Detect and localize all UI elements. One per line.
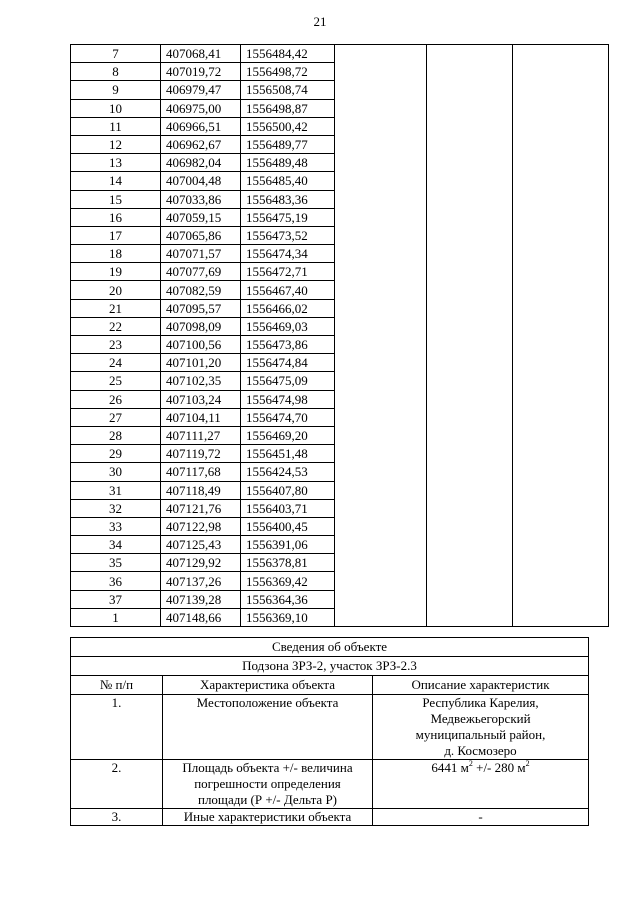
area-unit-exponent: 2	[468, 758, 473, 768]
point-number: 17	[71, 226, 161, 244]
x-coordinate: 407121,76	[161, 499, 241, 517]
y-coordinate: 1556474,34	[241, 245, 335, 263]
point-number: 10	[71, 99, 161, 117]
x-coordinate: 407033,86	[161, 190, 241, 208]
y-coordinate: 1556475,09	[241, 372, 335, 390]
y-coordinate: 1556466,02	[241, 299, 335, 317]
point-number: 29	[71, 445, 161, 463]
area-number: 6441 м	[431, 760, 469, 775]
header-characteristic: Характеристика объекта	[163, 676, 373, 695]
y-coordinate: 1556474,70	[241, 408, 335, 426]
y-coordinate: 1556508,74	[241, 81, 335, 99]
x-coordinate: 407068,41	[161, 45, 241, 63]
x-coordinate: 407148,66	[161, 608, 241, 626]
x-coordinate: 407125,43	[161, 536, 241, 554]
row-description	[373, 695, 589, 760]
point-number: 34	[71, 536, 161, 554]
x-coordinate: 407059,15	[161, 208, 241, 226]
point-number: 18	[71, 245, 161, 263]
x-coordinate: 407101,20	[161, 354, 241, 372]
object-info-table	[70, 637, 589, 826]
info-row	[71, 760, 589, 809]
x-coordinate: 407019,72	[161, 63, 241, 81]
point-number: 19	[71, 263, 161, 281]
y-coordinate: 1556473,86	[241, 336, 335, 354]
x-coordinate: 407122,98	[161, 517, 241, 535]
point-number: 8	[71, 63, 161, 81]
x-coordinate: 407004,48	[161, 172, 241, 190]
y-coordinate: 1556498,72	[241, 63, 335, 81]
x-coordinate: 407077,69	[161, 263, 241, 281]
point-number: 36	[71, 572, 161, 590]
point-number: 32	[71, 499, 161, 517]
characteristic-line: погрешности определения	[194, 776, 341, 791]
row-characteristic: Местоположение объекта	[163, 695, 373, 760]
y-coordinate: 1556400,45	[241, 517, 335, 535]
y-coordinate: 1556483,36	[241, 190, 335, 208]
page-number: 21	[313, 14, 327, 29]
y-coordinate: 1556472,71	[241, 263, 335, 281]
point-number: 7	[71, 45, 161, 63]
point-number: 1	[71, 608, 161, 626]
point-number: 25	[71, 372, 161, 390]
characteristic-line: Площадь объекта +/- величина	[182, 760, 353, 775]
point-number: 13	[71, 154, 161, 172]
point-number: 11	[71, 117, 161, 135]
description-line: муниципальный район,	[415, 727, 546, 742]
info-title: Сведения об объекте	[71, 638, 589, 657]
x-coordinate: 407137,26	[161, 572, 241, 590]
row-description: -	[373, 809, 589, 826]
x-coordinate: 407071,57	[161, 245, 241, 263]
description-line: Республика Карелия,	[422, 695, 539, 710]
row-number: 1.	[71, 695, 163, 760]
x-coordinate: 407139,28	[161, 590, 241, 608]
characteristic-line: площади (Р +/- Дельта Р)	[197, 792, 337, 807]
y-coordinate: 1556469,03	[241, 317, 335, 335]
y-coordinate: 1556474,84	[241, 354, 335, 372]
x-coordinate: 407104,11	[161, 408, 241, 426]
y-coordinate: 1556469,20	[241, 426, 335, 444]
x-coordinate: 407082,59	[161, 281, 241, 299]
y-coordinate: 1556500,42	[241, 117, 335, 135]
y-coordinate: 1556498,87	[241, 99, 335, 117]
description-line: д. Космозеро	[444, 743, 517, 758]
x-coordinate: 407111,27	[161, 426, 241, 444]
point-number: 24	[71, 354, 161, 372]
x-coordinate: 407118,49	[161, 481, 241, 499]
row-number: 3.	[71, 809, 163, 826]
point-number: 26	[71, 390, 161, 408]
x-coordinate: 406982,04	[161, 154, 241, 172]
point-number: 21	[71, 299, 161, 317]
y-coordinate: 1556474,98	[241, 390, 335, 408]
x-coordinate: 407098,09	[161, 317, 241, 335]
point-number: 35	[71, 554, 161, 572]
x-coordinate: 407065,86	[161, 226, 241, 244]
point-number: 22	[71, 317, 161, 335]
area-value	[373, 760, 589, 809]
x-coordinate: 407102,35	[161, 372, 241, 390]
info-row	[71, 809, 589, 826]
point-number: 33	[71, 517, 161, 535]
y-coordinate: 1556407,80	[241, 481, 335, 499]
x-coordinate: 407095,57	[161, 299, 241, 317]
area-tolerance-exponent: 2	[525, 758, 530, 768]
y-coordinate: 1556369,10	[241, 608, 335, 626]
info-row	[71, 695, 589, 760]
description-line: Медвежьегорский	[430, 711, 531, 726]
coordinate-row	[71, 45, 609, 63]
row-number: 2.	[71, 760, 163, 809]
y-coordinate: 1556403,71	[241, 499, 335, 517]
y-coordinate: 1556451,48	[241, 445, 335, 463]
y-coordinate: 1556391,06	[241, 536, 335, 554]
y-coordinate: 1556467,40	[241, 281, 335, 299]
y-coordinate: 1556378,81	[241, 554, 335, 572]
row-characteristic	[163, 760, 373, 809]
y-coordinate: 1556475,19	[241, 208, 335, 226]
point-number: 20	[71, 281, 161, 299]
x-coordinate: 407129,92	[161, 554, 241, 572]
row-characteristic: Иные характеристики объекта	[163, 809, 373, 826]
info-subtitle: Подзона ЗРЗ-2, участок ЗРЗ-2.3	[71, 657, 589, 676]
y-coordinate: 1556484,42	[241, 45, 335, 63]
y-coordinate: 1556369,42	[241, 572, 335, 590]
point-number: 28	[71, 426, 161, 444]
y-coordinate: 1556424,53	[241, 463, 335, 481]
point-number: 30	[71, 463, 161, 481]
header-description: Описание характеристик	[373, 676, 589, 695]
x-coordinate: 406962,67	[161, 135, 241, 153]
x-coordinate: 407103,24	[161, 390, 241, 408]
y-coordinate: 1556485,40	[241, 172, 335, 190]
area-tolerance: +/- 280 м	[472, 760, 526, 775]
x-coordinate: 406966,51	[161, 117, 241, 135]
point-number: 9	[71, 81, 161, 99]
point-number: 31	[71, 481, 161, 499]
empty-cell	[513, 45, 609, 627]
y-coordinate: 1556489,77	[241, 135, 335, 153]
y-coordinate: 1556364,36	[241, 590, 335, 608]
x-coordinate: 407100,56	[161, 336, 241, 354]
x-coordinate: 407117,68	[161, 463, 241, 481]
y-coordinate: 1556489,48	[241, 154, 335, 172]
point-number: 37	[71, 590, 161, 608]
coordinates-table	[70, 44, 609, 627]
point-number: 16	[71, 208, 161, 226]
point-number: 12	[71, 135, 161, 153]
x-coordinate: 406975,00	[161, 99, 241, 117]
empty-cell	[335, 45, 427, 627]
y-coordinate: 1556473,52	[241, 226, 335, 244]
point-number: 23	[71, 336, 161, 354]
point-number: 27	[71, 408, 161, 426]
x-coordinate: 407119,72	[161, 445, 241, 463]
header-number: № п/п	[71, 676, 163, 695]
point-number: 15	[71, 190, 161, 208]
x-coordinate: 406979,47	[161, 81, 241, 99]
empty-cell	[427, 45, 513, 627]
point-number: 14	[71, 172, 161, 190]
